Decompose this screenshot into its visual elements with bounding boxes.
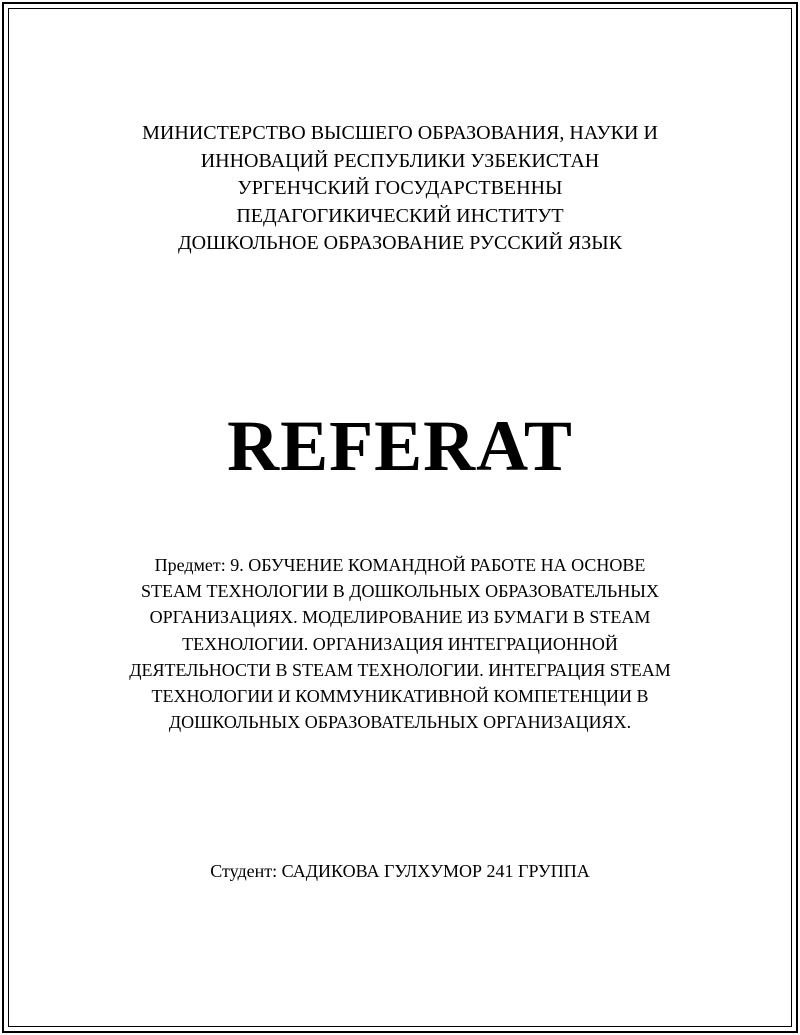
subject-description bbox=[0, 552, 800, 735]
subject-line: STEAM ТЕХНОЛОГИИ В ДОШКОЛЬНЫХ ОБРАЗОВАТЕЛЬНЫХ bbox=[141, 581, 659, 602]
subject-line: ТЕХНОЛОГИИ. ОРГАНИЗАЦИЯ ИНТЕГРАЦИОННОЙ bbox=[182, 633, 618, 654]
subject-line: ДЕЯТЕЛЬНОСТИ В STEAM ТЕХНОЛОГИИ. ИНТЕГРАЦИЯ STEAM bbox=[129, 659, 671, 680]
subject-line: ТЕХНОЛОГИИ И КОММУНИКАТИВНОЙ КОМПЕТЕНЦИИ В bbox=[151, 686, 649, 707]
subject-line: ОРГАНИЗАЦИЯХ. МОДЕЛИРОВАНИЕ ИЗ БУМАГИ В STEAM bbox=[149, 607, 651, 628]
institution-line: ИННОВАЦИЙ РЕСПУБЛИКИ УЗБЕКИСТАН bbox=[200, 149, 600, 172]
institution-line: УРГЕНЧСКИЙ ГОСУДАРСТВЕННЫ bbox=[237, 177, 563, 199]
institution-line: МИНИСТЕРСТВО ВЫСШЕГО ОБРАЗОВАНИЯ, НАУКИ И bbox=[142, 122, 658, 144]
institution-line: ПЕДАГОГИКИЧЕСКИЙ ИНСТИТУТ bbox=[236, 204, 564, 227]
institution-line: ДОШКОЛЬНОЕ ОБРАЗОВАНИЕ РУССКИЙ ЯЗЫК bbox=[177, 232, 623, 254]
student-info: Студент: САДИКОВА ГУЛХУМОР 241 ГРУППА bbox=[210, 861, 590, 881]
document-title: REFERAT bbox=[227, 406, 573, 486]
institution-header bbox=[0, 120, 800, 258]
subject-line: ДОШКОЛЬНЫХ ОБРАЗОВАТЕЛЬНЫХ ОРГАНИЗАЦИЯХ. bbox=[168, 712, 632, 733]
subject-line: Предмет: 9. ОБУЧЕНИЕ КОМАНДНОЙ РАБОТЕ НА ОСНОВЕ bbox=[154, 555, 646, 575]
